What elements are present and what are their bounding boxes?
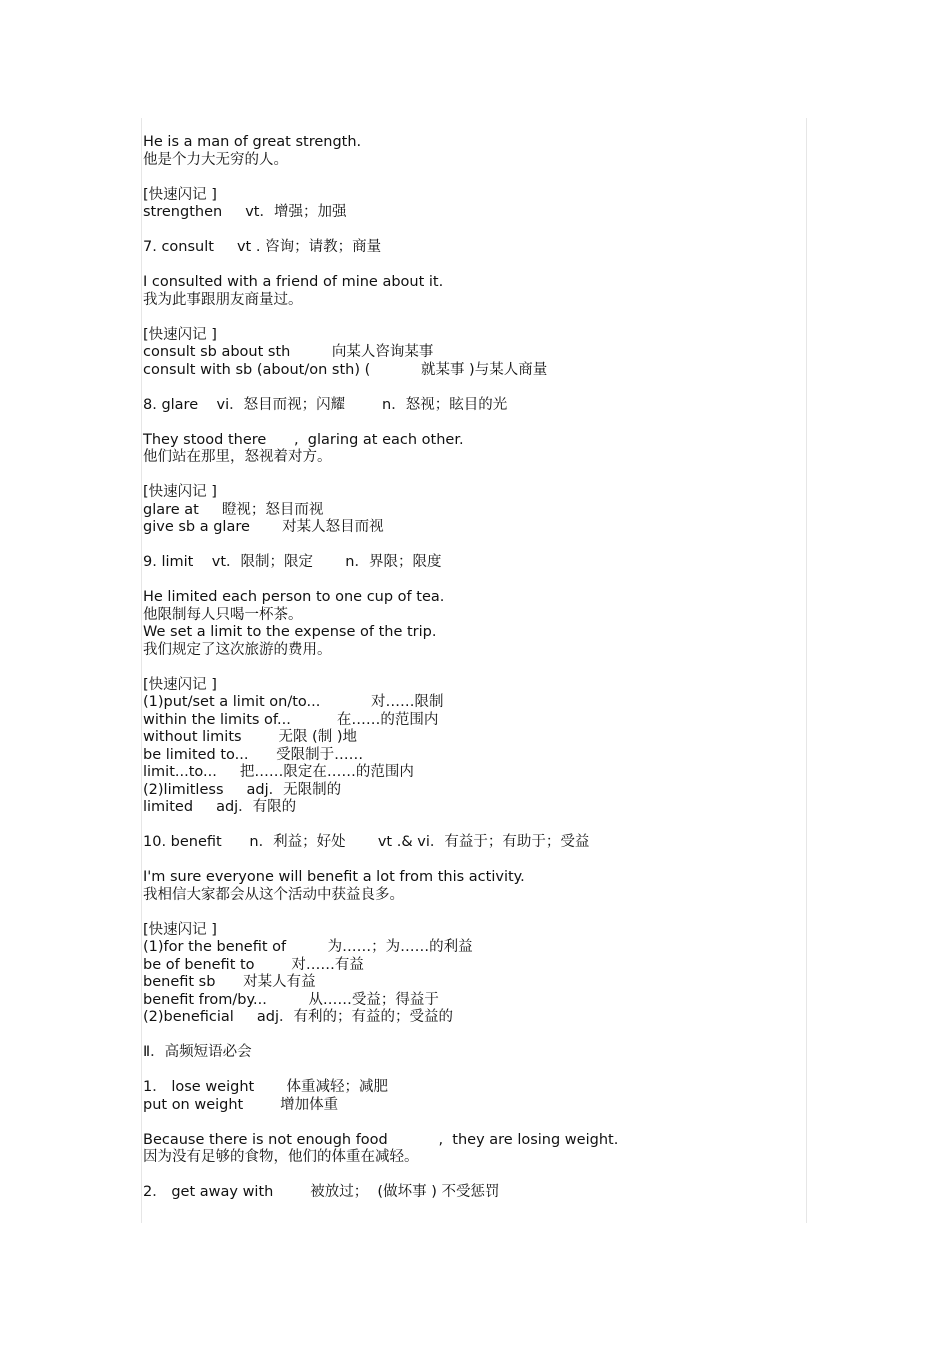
text-line: 我相信大家都会从这个活动中获益良多。 — [143, 886, 404, 903]
text-line: 他限制每人只喝一杯茶。 — [143, 606, 303, 623]
blank-line — [143, 1027, 803, 1045]
text-line: give sb a glare 对某人怒目而视 — [143, 519, 384, 535]
text-line: (1)put/set a limit on/to... 对……限制 — [143, 694, 444, 710]
blank-line — [143, 379, 803, 397]
text-line: Because there is not enough food , they are losing weight. — [143, 1131, 619, 1148]
blank-line — [143, 659, 803, 677]
text-line: consult with sb (about/on sth) ( 就某事 )与某人商量 — [143, 361, 548, 378]
text-line: He limited each person to one cup of tea. — [143, 589, 445, 605]
text-line: 7. consult vt . 咨询；请教；商量 — [143, 239, 382, 255]
text-line: be of benefit to 对……有益 — [143, 956, 364, 973]
text-line: [快速闪记 ] — [143, 484, 217, 500]
text-line: 10. benefit n．利益；好处 vt .& vi．有益于；有助于；受益 — [143, 834, 590, 850]
text-line: put on weight 增加体重 — [143, 1096, 339, 1113]
blank-line — [143, 1062, 803, 1080]
text-line: 8. glare vi．怒目而视；闪耀 n．怒视；眩目的光 — [143, 396, 508, 413]
text-line: 1． lose weight 体重减轻；减肥 — [143, 1079, 388, 1095]
right-margin-rule — [806, 118, 807, 1223]
text-line: limit...to... 把……限定在……的范围内 — [143, 764, 414, 780]
text-line: glare at 瞪视；怒目而视 — [143, 501, 324, 518]
text-line: be limited to... 受限制于…… — [143, 746, 364, 763]
text-line: 我为此事跟朋友商量过。 — [143, 291, 303, 308]
text-line: 我们规定了这次旅游的费用。 — [143, 641, 332, 658]
text-line: 他是个力大无穷的人。 — [143, 151, 288, 168]
blank-line — [143, 852, 803, 870]
blank-line — [143, 817, 803, 835]
text-line: 他们站在那里，怒视着对方。 — [143, 449, 332, 465]
text-line: [快速闪记 ] — [143, 921, 217, 938]
document-body — [143, 134, 803, 1202]
text-line: Ⅱ．高频短语必会 — [143, 1044, 252, 1060]
blank-line — [143, 537, 803, 555]
text-line: consult sb about sth 向某人咨询某事 — [143, 344, 434, 360]
text-line: (2)limitless adj．无限制的 — [143, 781, 342, 798]
blank-line — [143, 1167, 803, 1185]
blank-line — [143, 169, 803, 187]
text-line: [快速闪记 ] — [143, 186, 217, 203]
text-line: [快速闪记 ] — [143, 326, 217, 343]
blank-line — [143, 414, 803, 432]
text-line: 2． get away with 被放过； (做坏事 ) 不受惩罚 — [143, 1184, 500, 1200]
text-line: 因为没有足够的食物，他们的体重在减轻。 — [143, 1149, 419, 1165]
blank-line — [143, 257, 803, 275]
text-line: strengthen vt．增强；加强 — [143, 204, 347, 220]
text-line: They stood there , glaring at each other. — [143, 431, 464, 448]
left-margin-rule — [141, 118, 142, 1223]
text-line: limited adj．有限的 — [143, 799, 297, 815]
text-line: He is a man of great strength. — [143, 134, 362, 150]
blank-line — [143, 904, 803, 922]
text-line: (2)beneficial adj．有利的；有益的；受益的 — [143, 1009, 453, 1025]
blank-line — [143, 222, 803, 240]
blank-line — [143, 467, 803, 485]
text-line: benefit from/by... 从……受益；得益于 — [143, 991, 439, 1008]
blank-line — [143, 572, 803, 590]
text-line: (1)for the benefit of 为……；为……的利益 — [143, 939, 473, 955]
text-line: I'm sure everyone will benefit a lot from this activity. — [143, 869, 525, 885]
text-line: within the limits of... 在……的范围内 — [143, 711, 439, 728]
text-line: without limits 无限 (制 )地 — [143, 729, 357, 745]
blank-line — [143, 309, 803, 327]
text-line: [快速闪记 ] — [143, 676, 217, 693]
text-line: We set a limit to the expense of the trip. — [143, 624, 437, 640]
text-line: benefit sb 对某人有益 — [143, 974, 316, 990]
blank-line — [143, 1114, 803, 1132]
text-line: I consulted with a friend of mine about it. — [143, 274, 444, 290]
text-line: 9. limit vt．限制；限定 n．界限；限度 — [143, 554, 442, 570]
